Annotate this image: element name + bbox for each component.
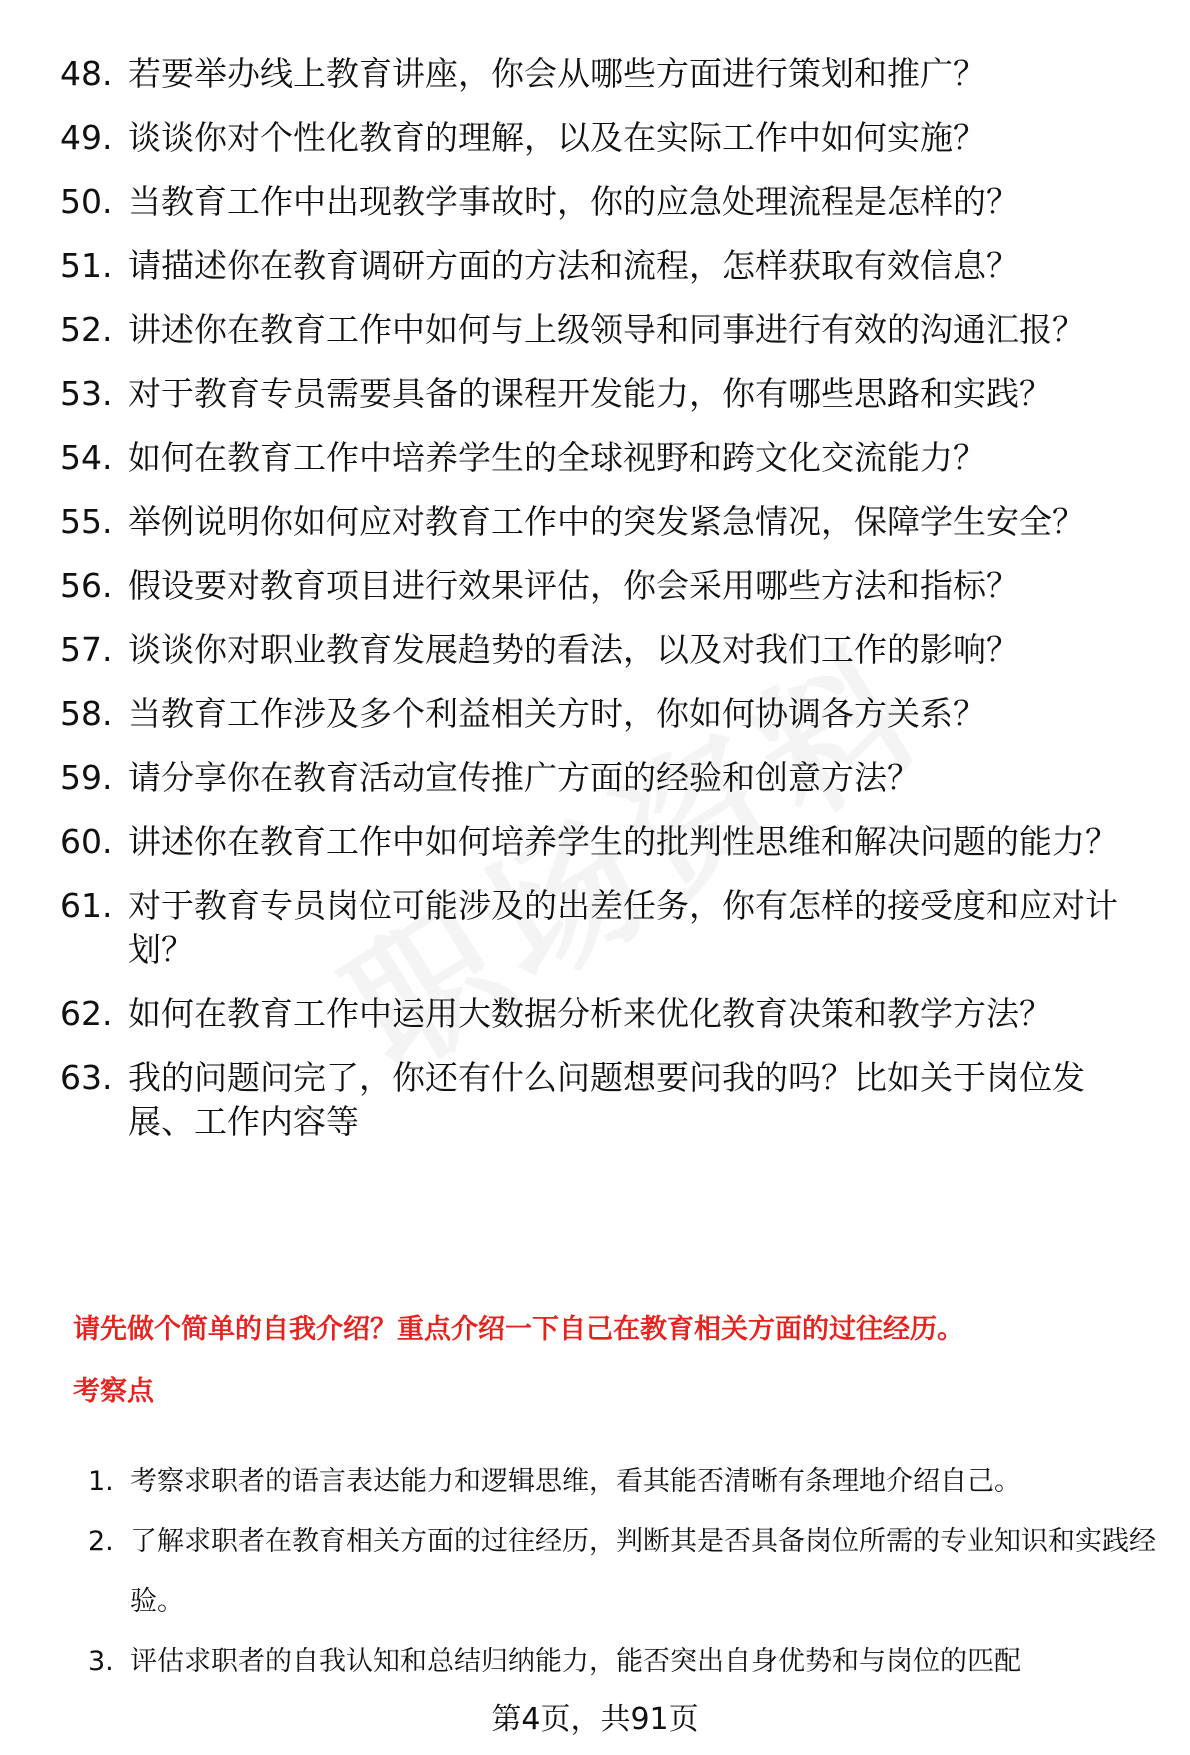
question-text: 讲述你在教育工作中如何与上级领导和同事进行有效的沟通汇报？ [128,310,1085,349]
question-item [60,500,1150,544]
question-number: 52. [60,310,113,349]
question-text: 举例说明你如何应对教育工作中的突发紧急情况，保障学生安全？ [128,502,1085,541]
point-text: 考察求职者的语言表达能力和逻辑思维，看其能否清晰有条理地介绍自己。 [130,1466,1021,1497]
question-item [60,180,1150,224]
question-text: 谈谈你对职业教育发展趋势的看法，以及对我们工作的影响？ [128,630,1019,669]
question-number: 58. [60,694,113,733]
question-item [60,52,1150,96]
question-number: 48. [60,54,113,93]
question-item [60,820,1150,864]
question-text: 我的问题问完了，你还有什么问题想要问我的吗？比如关于岗位发展、工作内容等 [128,1058,1085,1141]
question-text: 当教育工作中出现教学事故时，你的应急处理流程是怎样的？ [128,182,1019,221]
question-text: 对于教育专员需要具备的课程开发能力，你有哪些思路和实践？ [128,374,1052,413]
question-number: 56. [60,566,113,605]
assessment-point [88,1452,1158,1512]
assessment-points-list [88,1452,1158,1692]
question-item [60,308,1150,352]
question-item [60,564,1150,608]
question-number: 63. [60,1058,113,1097]
question-text: 讲述你在教育工作中如何培养学生的批判性思维和解决问题的能力？ [128,822,1118,861]
question-text: 若要举办线上教育讲座，你会从哪些方面进行策划和推广？ [128,54,986,93]
section-title: 请先做个简单的自我介绍？重点介绍一下自己在教育相关方面的过往经历。 [73,1314,964,1345]
question-item [60,244,1150,288]
question-item [60,756,1150,800]
question-text: 如何在教育工作中运用大数据分析来优化教育决策和教学方法？ [128,994,1052,1033]
point-text: 评估求职者的自我认知和总结归纳能力，能否突出自身优势和与岗位的匹配 [130,1646,1021,1677]
question-list [60,52,1150,1164]
question-item [60,884,1150,972]
question-text: 对于教育专员岗位可能涉及的出差任务，你有怎样的接受度和应对计划？ [128,886,1118,969]
question-text: 谈谈你对个性化教育的理解，以及在实际工作中如何实施？ [128,118,986,157]
question-item [60,436,1150,480]
assessment-point [88,1512,1158,1632]
section-subtitle: 考察点 [73,1376,154,1407]
question-item [60,116,1150,160]
question-number: 62. [60,994,113,1033]
question-item [60,1056,1150,1144]
question-number: 53. [60,374,113,413]
question-number: 60. [60,822,113,861]
question-item [60,372,1150,416]
question-item [60,628,1150,672]
question-number: 61. [60,886,113,925]
question-text: 请描述你在教育调研方面的方法和流程，怎样获取有效信息？ [128,246,1019,285]
question-text: 假设要对教育项目进行效果评估，你会采用哪些方法和指标？ [128,566,1019,605]
page-footer: 第4页，共91页 [491,1702,699,1737]
question-number: 50. [60,182,113,221]
question-text: 当教育工作涉及多个利益相关方时，你如何协调各方关系？ [128,694,986,733]
point-number: 2. [88,1526,114,1557]
assessment-point [88,1632,1158,1692]
point-number: 1. [88,1466,114,1497]
question-text: 请分享你在教育活动宣传推广方面的经验和创意方法？ [128,758,920,797]
question-number: 57. [60,630,113,669]
point-number: 3. [88,1646,114,1677]
question-item [60,992,1150,1036]
point-text: 了解求职者在教育相关方面的过往经历，判断其是否具备岗位所需的专业知识和实践经验。 [130,1526,1156,1617]
question-number: 55. [60,502,113,541]
question-text: 如何在教育工作中培养学生的全球视野和跨文化交流能力？ [128,438,986,477]
question-number: 54. [60,438,113,477]
question-number: 59. [60,758,113,797]
question-number: 51. [60,246,113,285]
question-number: 49. [60,118,113,157]
question-item [60,692,1150,736]
